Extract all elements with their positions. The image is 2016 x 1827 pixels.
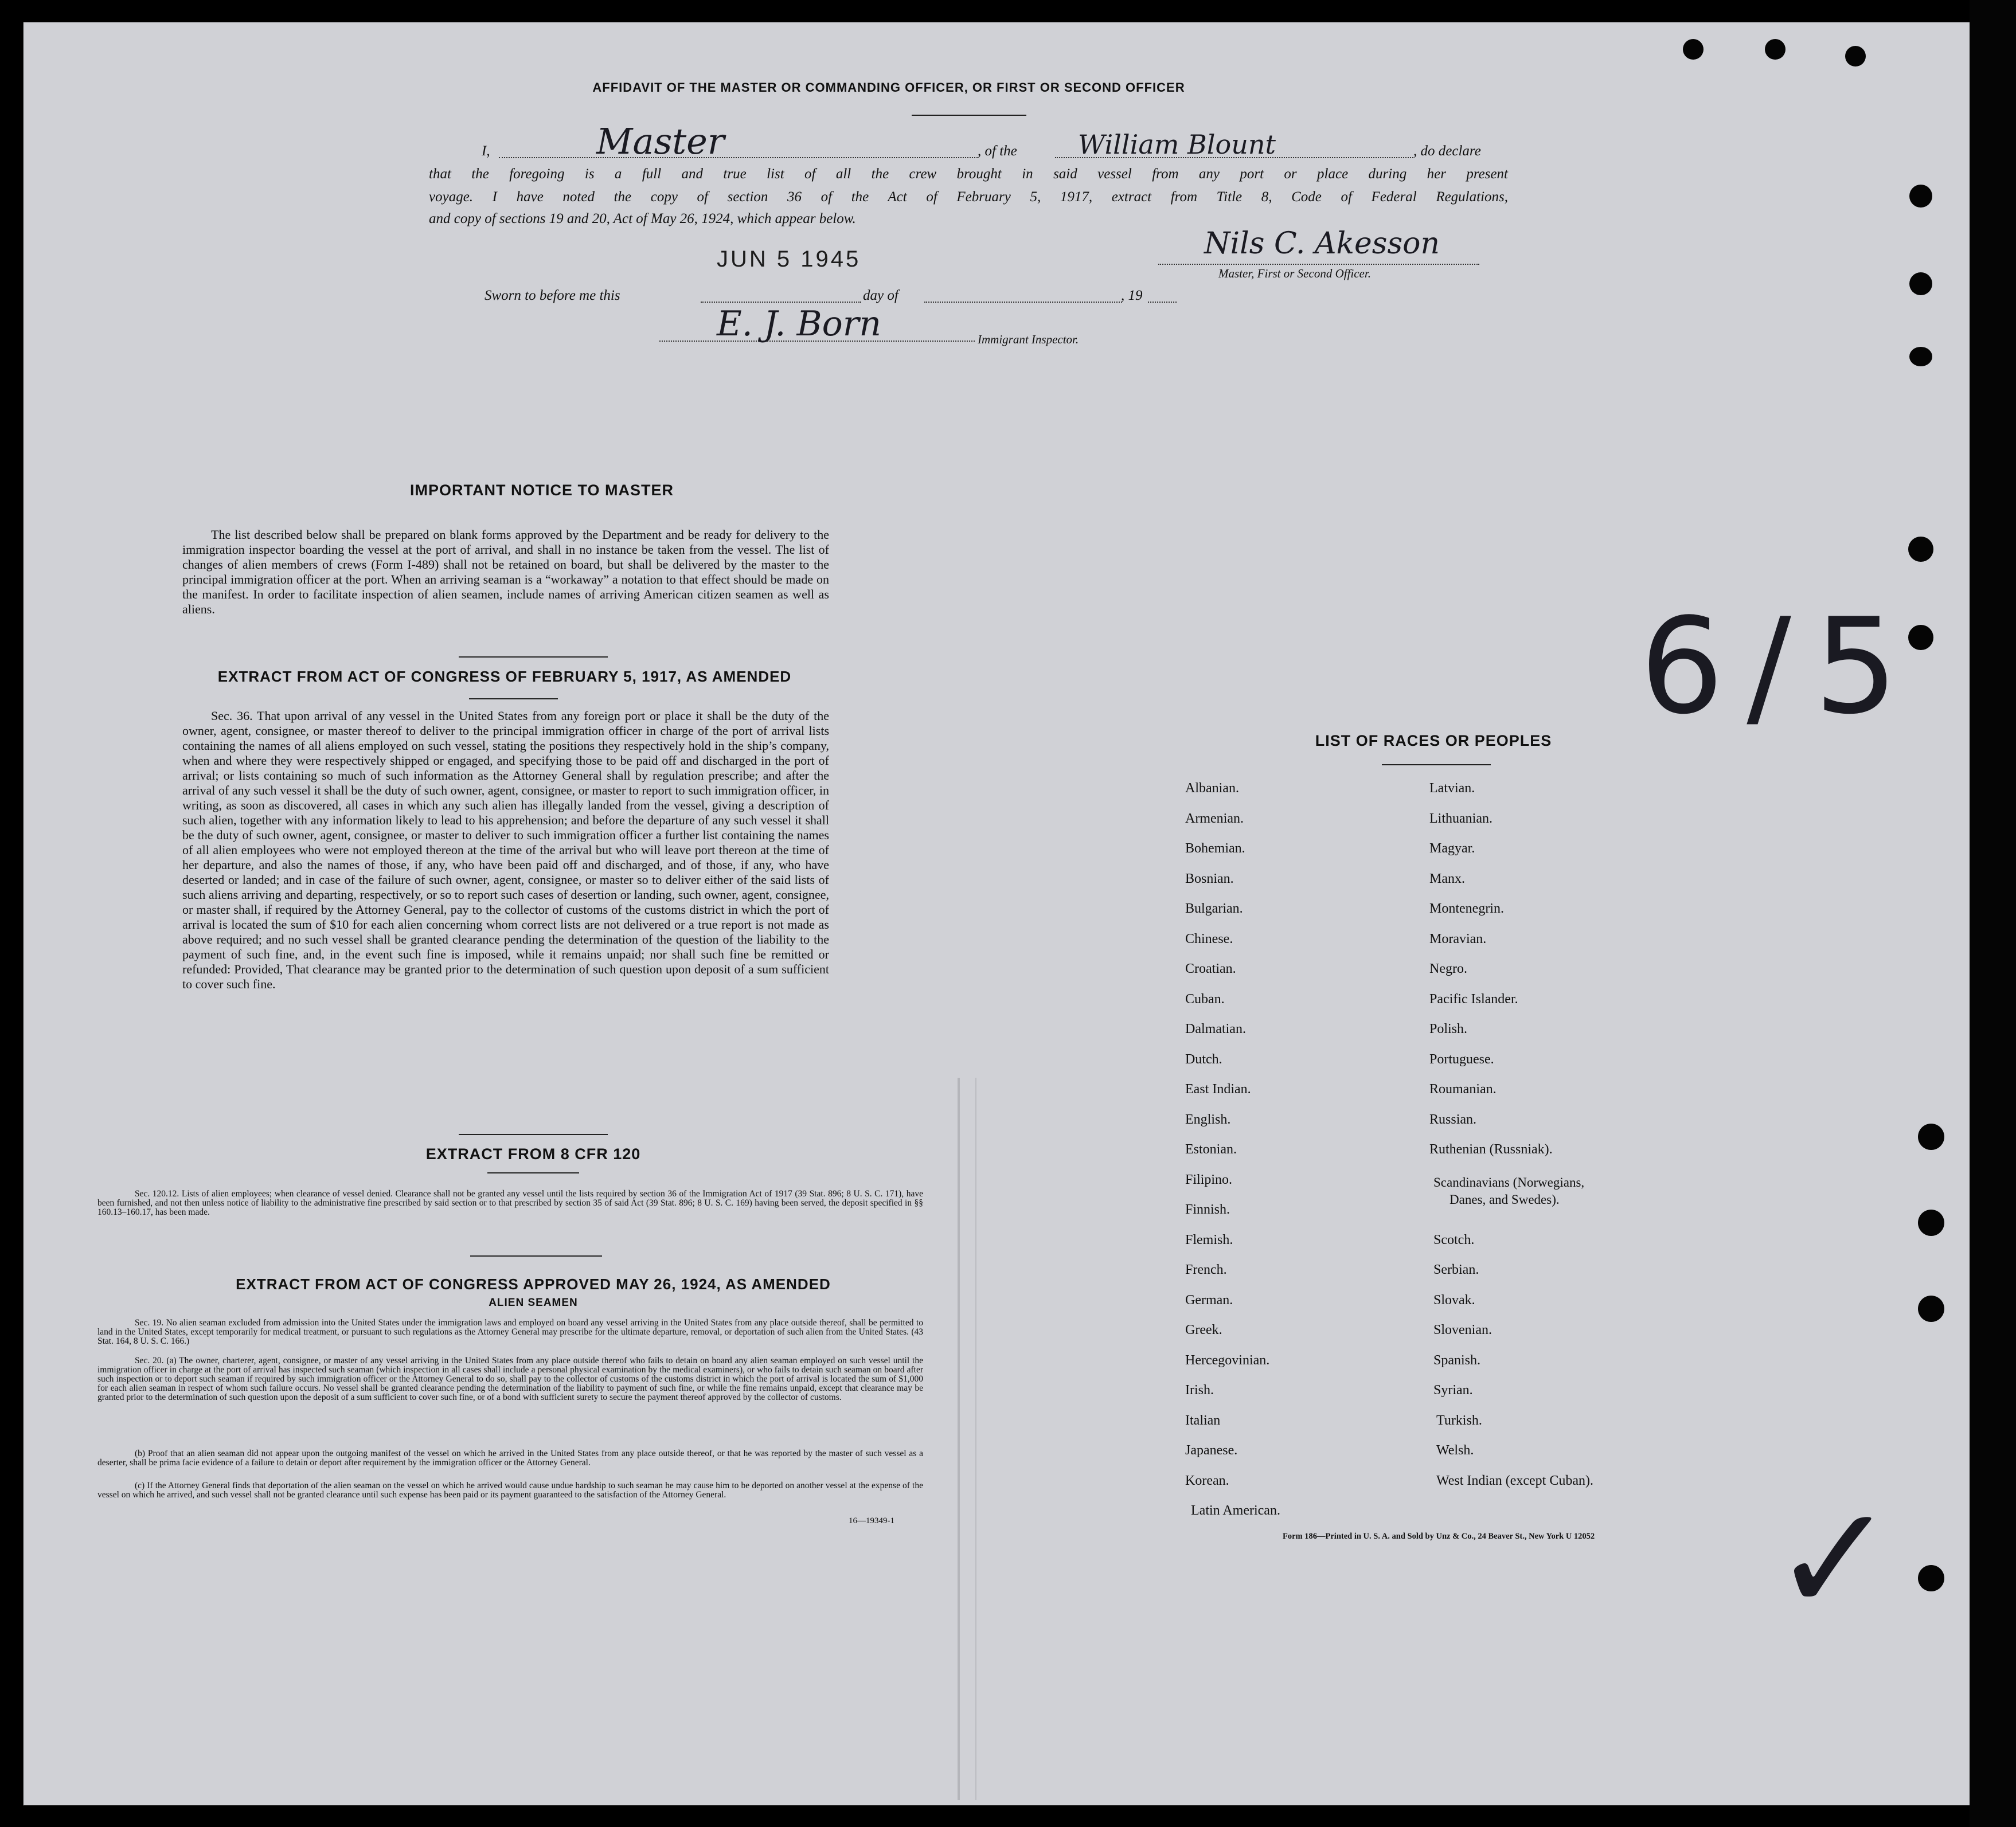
cfr-text: Sec. 120.12. Lists of alien employees; when clearance of vessel denied. Clearance shall not be granted any vessel until the lists required by section 36 of the Immigration Act of 1917 (39 Stat. 896; 8 U. S. C. 171), have been furnished, and not then unless notice of liability to the administrative fine prescribed by said section or to that prescribed by section 35 of said Act (39 Stat. 896; 8 U. S. C. 169) having been served, the deposit specified in §§ 160.13–160.17, has been made. [97, 1189, 923, 1217]
race-right: Scandinavians (Norwegians, [1433, 1175, 1585, 1190]
race-left: Korean. [1185, 1473, 1229, 1488]
race-left: Hercegovinian. [1185, 1353, 1270, 1368]
sworn-year: , 19 [1121, 288, 1143, 303]
race-right: Manx. [1429, 871, 1465, 886]
race-left: French. [1185, 1262, 1227, 1277]
cfr-title: EXTRACT FROM 8 CFR 120 [425, 1145, 641, 1163]
races-title: LIST OF RACES OR PEOPLES [1315, 732, 1552, 749]
sec-20c-text: (c) If the Attorney General finds that deportation of the alien seaman on the vessel on which he arrived would cause undue hardship to such seaman he may cause him to be deported on another vessel at the expense of the vessel on which he arrived, and such vessel shall not be granted clearance until such expense has been paid or its payment guaranteed to the satisfaction of the Attorney General. [97, 1481, 923, 1500]
punch-hole [1918, 1210, 1944, 1236]
race-left: Flemish. [1185, 1233, 1233, 1247]
race-left: Dutch. [1185, 1052, 1222, 1067]
punch-hole [1683, 39, 1704, 60]
race-right: Serbian. [1433, 1262, 1479, 1277]
race-left: Italian [1185, 1413, 1221, 1428]
vessel-handwritten: William Blount [1078, 129, 1276, 160]
section-rule [470, 1255, 602, 1257]
sworn-prefix: Sworn to before me this [485, 288, 620, 303]
race-right: Pacific Islander. [1429, 992, 1518, 1007]
race-left: Bulgarian. [1185, 901, 1243, 916]
punch-hole [1909, 347, 1932, 366]
race-right: Syrian. [1433, 1383, 1473, 1398]
master-handwritten: Master [596, 120, 725, 162]
race-right: Montenegrin. [1429, 901, 1504, 916]
punch-hole [1909, 272, 1932, 295]
signature-caption: Master, First or Second Officer. [1218, 267, 1371, 280]
sworn-day-line [701, 302, 861, 303]
race-left: Filipino. [1185, 1172, 1233, 1187]
race-left: Bosnian. [1185, 871, 1234, 886]
race-right: Portuguese. [1429, 1052, 1494, 1067]
punch-hole [1908, 537, 1933, 562]
race-right: West Indian (except Cuban). [1436, 1473, 1593, 1488]
race-right: Roumanian. [1429, 1082, 1497, 1097]
signature-line [1158, 264, 1479, 265]
sworn-month-line [924, 302, 1122, 303]
alien-seamen-subtitle: ALIEN SEAMEN [489, 1297, 578, 1309]
inspector-signature: E. J. Born [717, 304, 882, 344]
race-right: Moravian. [1429, 932, 1487, 946]
scan-edge [1970, 0, 2016, 1827]
extract-1924-title: EXTRACT FROM ACT OF CONGRESS APPROVED MAY 26, 1924, AS AMENDED [236, 1276, 831, 1293]
section-rule [459, 1134, 608, 1135]
race-right: Latvian. [1429, 781, 1475, 796]
sworn-year-line [1148, 302, 1177, 303]
punch-hole [1845, 46, 1866, 66]
race-right: Slovenian. [1433, 1323, 1492, 1337]
race-left: Latin American. [1191, 1503, 1280, 1518]
race-left: East Indian. [1185, 1082, 1251, 1097]
race-left: Japanese. [1185, 1443, 1238, 1458]
race-right: Negro. [1429, 961, 1467, 976]
affidavit-line-4: and copy of sections 19 and 20, Act of May 26, 1924, which appear below. [429, 211, 856, 226]
sworn-day: day of [863, 288, 898, 303]
punch-hole [1918, 1565, 1944, 1591]
race-right: Turkish. [1436, 1413, 1482, 1428]
race-right: Slovak. [1433, 1293, 1475, 1308]
race-left: Bohemian. [1185, 841, 1245, 856]
punch-hole [1765, 39, 1786, 60]
race-left: Chinese. [1185, 932, 1233, 946]
sec-20b-text: (b) Proof that an alien seaman did not appear upon the outgoing manifest of the vessel on which he arrived in the United States from any place outside thereof, or that he was reported by the master of such vessel as a deserter, shall be prima facie evidence of a failure to detain or deport after requirement by the immigration officer or the Attorney General. [97, 1449, 923, 1468]
race-left: Croatian. [1185, 961, 1236, 976]
fold-line [958, 1078, 960, 1800]
notice-text: The list described below shall be prepared on blank forms approved by the Department and be ready for delivery to the immigration inspector boarding the vessel at the port of arrival, and shall in no instance be taken from the vessel. The list of changes of alien members of crews (Form I-489) shall not be retained on board, but shall be delivered by the master to the principal immigration officer at the port. When an arriving seaman is a “workaway” a notation to that effect should be made on the manifest. In order to facilitate inspection of alien seamen, include names of arriving American citizen seamen as well as aliens. [182, 527, 829, 616]
race-right: Magyar. [1429, 841, 1475, 856]
printer-footer: Form 186—Printed in U. S. A. and Sold by Unz & Co., 24 Beaver St., New York U 12052 [1283, 1532, 1595, 1541]
punch-hole [1918, 1296, 1944, 1322]
affidavit-title: AFFIDAVIT OF THE MASTER OR COMMANDING OFFICER, OR FIRST OR SECOND OFFICER [592, 80, 1185, 95]
race-left: English. [1185, 1112, 1231, 1127]
race-right: Polish. [1429, 1022, 1468, 1036]
race-left: Armenian. [1185, 811, 1244, 826]
title-rule [912, 115, 1026, 116]
race-left: Cuban. [1185, 992, 1225, 1007]
check-mark-handwritten: ✓ [1772, 1473, 1897, 1646]
race-right: Ruthenian (Russniak). [1429, 1142, 1553, 1157]
extract-1917-title: EXTRACT FROM ACT OF CONGRESS OF FEBRUARY 5, 1917, AS AMENDED [217, 668, 792, 685]
fold-line [975, 1078, 976, 1800]
race-left: Irish. [1185, 1383, 1214, 1398]
race-right: Danes, and Swedes). [1450, 1192, 1560, 1207]
race-right: Scotch. [1433, 1233, 1475, 1247]
extract-1917-text: Sec. 36. That upon arrival of any vessel in the United States from any foreign port or place it shall be the duty of the owner, agent, consignee, or master thereof to deliver to the principal immigration officer in charge of the port of arrival lists containing the names of all aliens employed on such vessel, stating the positions they respectively hold in the ship’s company, when and where they were respectively shipped or engaged, and specifying those to be paid off and discharged in the port of arrival; or lists containing so much of such information as the Attorney General shall by regulation prescribe; and after the arrival of any such vessel it shall be the duty of such owner, agent, consignee, or master to report to such immigration officer, in writing, as soon as discovered, all cases in which any such alien has illegally landed from the vessel, giving a description of such alien, together with any information likely to lead to his apprehension; and before the departure of any such vessel it shall be the duty of such owner, agent, consignee, or master to deliver to such immigration officer a further list containing the names of all alien employees who were not employed thereon at the time of the arrival but who will leave port thereon at the time of her departure, and also the names of those, if any, who have been paid off and discharged, and of those, if any, who have deserted or landed; and in case of the failure of such owner, agent, consignee, or master so to deliver either of the said lists of such aliens arriving and departing, respectively, or so to report such cases of desertion or landing, such owner, agent, consignee, or master shall, if required by the Attorney General, pay to the collector of customs of the customs district in which the port of arrival is located the sum of $10 for each alien concerning whom correct lists are not delivered or a true report is not made as above required; and no such vessel shall be granted clearance pending the determination of the question of the liability to the payment of such fine, and, in the event such fine is imposed, while it remains unpaid; nor shall such fine be remitted or refunded: Provided, That clearance may be granted prior to the determination of such question upon deposit of a sum sufficient to cover such fine. [182, 709, 829, 991]
race-left: German. [1185, 1293, 1233, 1308]
punch-hole [1918, 1124, 1944, 1150]
master-signature: Nils C. Akesson [1204, 226, 1440, 261]
races-rule [1382, 764, 1491, 765]
section-rule [487, 1172, 579, 1173]
race-left: Albanian. [1185, 781, 1239, 796]
affidavit-suffix: , do declare [1413, 143, 1481, 159]
race-left: Estonian. [1185, 1142, 1237, 1157]
sec-19-text: Sec. 19. No alien seaman excluded from admission into the United States under the immigration laws and employed on board any vessel arriving in the United States from any place outside thereof, shall be permitted to land in the United States, except temporarily for medical treatment, or pursuant to such regulations as the Attorney General may prescribe for the ultimate departure, removal, or deportation of such alien from the United States. (43 Stat. 164, 8 U. S. C. 166.) [97, 1318, 923, 1346]
date-stamp: JUN 5 1945 [717, 247, 861, 272]
affidavit-prefix: I, [482, 143, 490, 159]
affidavit-mid: , of the [978, 143, 1017, 159]
name-line [499, 157, 978, 158]
page-mark-handwritten: 6/5 [1640, 590, 1921, 744]
affidavit-line-3: voyage. I have noted the copy of section 36 of the Act of February 5, 1917, extract from Title 8, Code of Federal Regulations, [429, 189, 1508, 205]
inspector-caption: Immigrant Inspector. [978, 332, 1079, 346]
punch-hole [1909, 185, 1932, 208]
race-right: Lithuanian. [1429, 811, 1493, 826]
race-right: Welsh. [1436, 1443, 1474, 1458]
form-code: 16—19349-1 [849, 1516, 894, 1525]
race-left: Greek. [1185, 1323, 1222, 1337]
section-rule [459, 656, 608, 658]
affidavit-line-2: that the foregoing is a full and true list of all the crew brought in said vessel from any port or place during her present [429, 166, 1508, 182]
race-right: Spanish. [1433, 1353, 1481, 1368]
notice-title: IMPORTANT NOTICE TO MASTER [410, 482, 674, 499]
section-rule [469, 698, 558, 699]
race-right: Russian. [1429, 1112, 1477, 1127]
race-left: Finnish. [1185, 1202, 1230, 1217]
sec-20a-text: Sec. 20. (a) The owner, charterer, agent, consignee, or master of any vessel arriving in the United States from any place outside thereof who fails to detain on board any alien seaman employed on such vessel until the immigration officer in charge at the port of arrival has inspected such seaman (which inspection in all cases shall include a personal physical examination by the medical examiners), or who fails to detain such seaman on board after such inspection or to deport such seaman if required by such immigration officer or the Attorney General to do so, shall pay to the collector of customs of the customs district in which the port of arrival is located the sum of $1,000 for each alien seaman in respect of whom such failure occurs. No vessel shall be granted clearance pending the determination of the liability to payment of such fine, or while the fine remains unpaid, except that clearance may be granted prior to the determination of such question upon the deposit of a sum sufficient to cover such fine, or of a bond with sufficient surety to secure the payment thereof approved by the collector of customs. [97, 1356, 923, 1402]
race-left: Dalmatian. [1185, 1022, 1246, 1036]
